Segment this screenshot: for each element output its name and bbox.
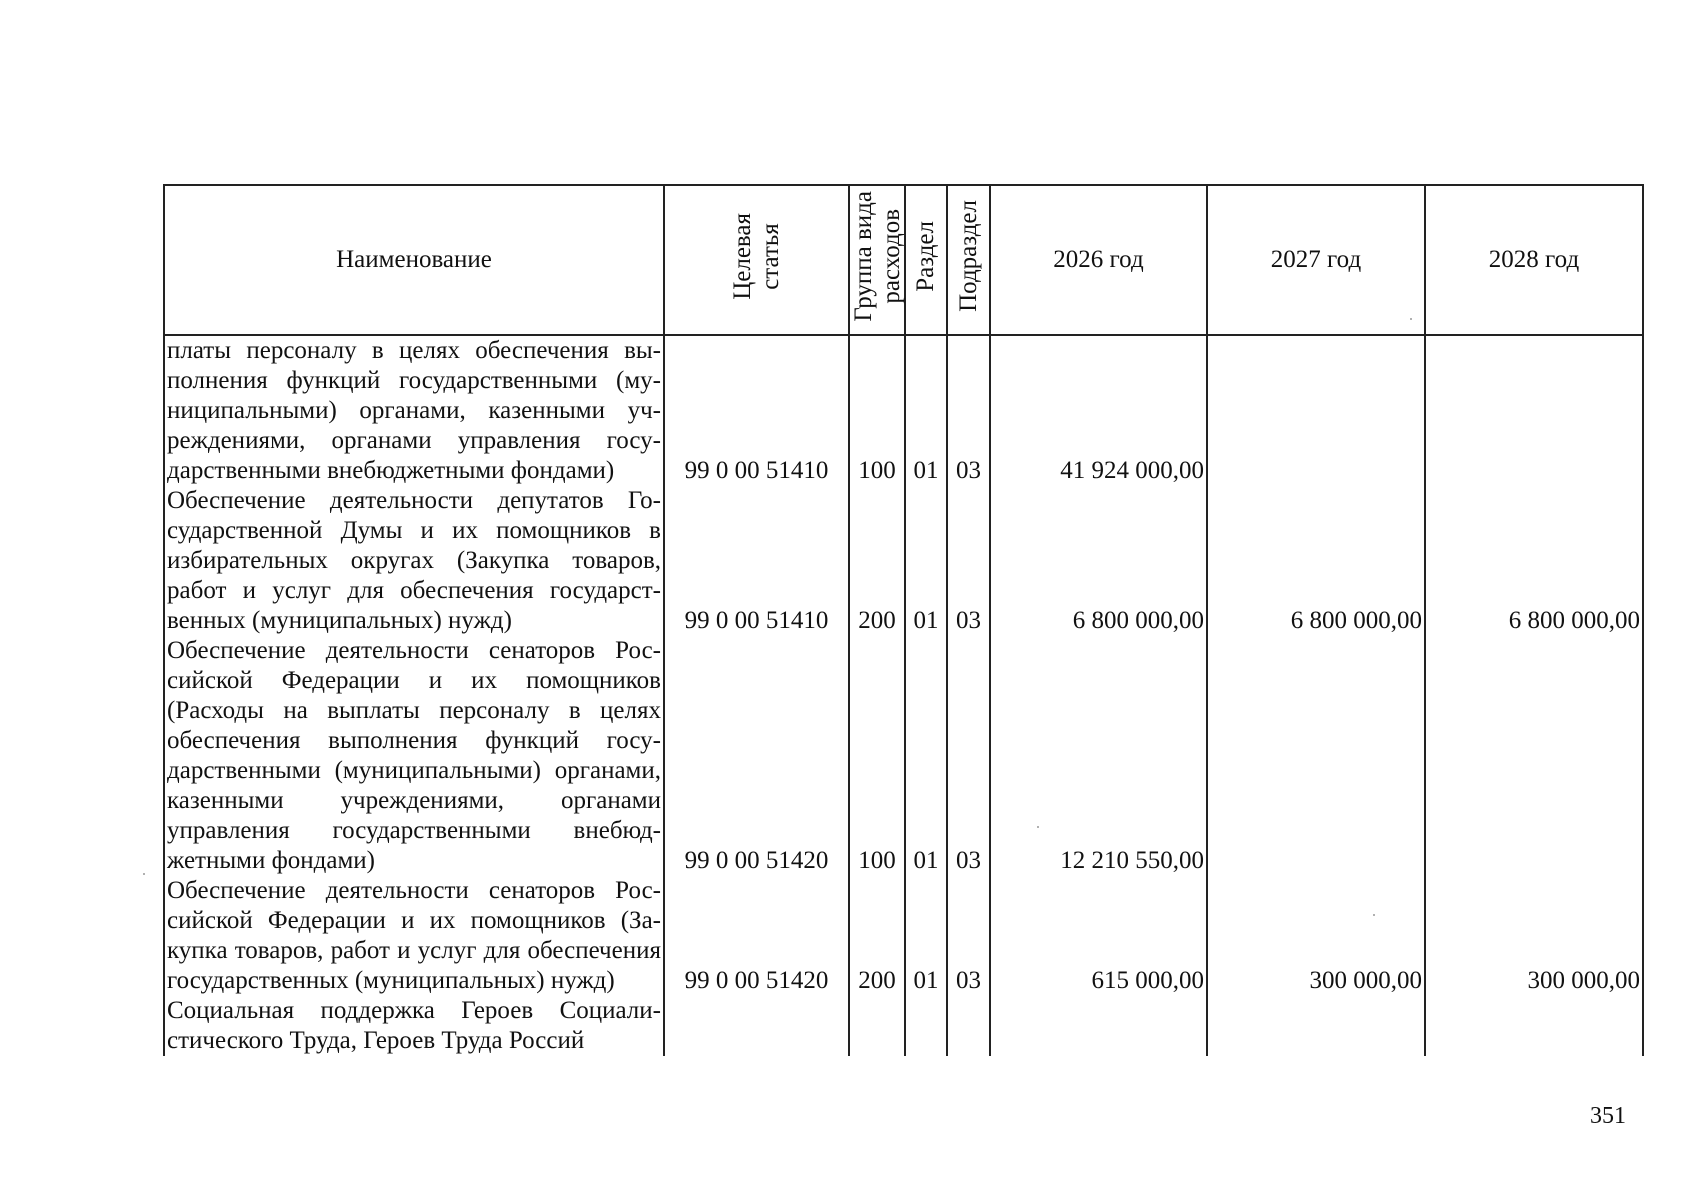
header-year-2026 bbox=[990, 185, 1207, 335]
row-name: Обеспечение деятельности сенаторов Российской Федерации и их помощников (Расходы на выплаты персоналу в целях обеспечения выполнения функций государственными (муниципальными) органами, казенными учреждениями, органами управления государственными внебюджетными фондами) bbox=[164, 636, 664, 876]
row-amount-2027 bbox=[1207, 335, 1425, 486]
row-amount-2027: 300 000,00 bbox=[1207, 876, 1425, 996]
row-amount-2026: 615 000,00 bbox=[990, 876, 1207, 996]
header-expense-group bbox=[849, 185, 905, 335]
row-amount-2026 bbox=[990, 996, 1207, 1056]
row-expense-group: 100 bbox=[849, 335, 905, 486]
row-subsection bbox=[947, 996, 990, 1056]
row-target-article: 99 0 00 51410 bbox=[664, 335, 849, 486]
scan-speck bbox=[1037, 826, 1039, 828]
row-amount-2028: 300 000,00 bbox=[1425, 876, 1643, 996]
row-name: платы персоналу в целях обеспечения выполнения функций государственными (муниципальными) органами, казенными учреждениями, органами управления государственными внебюджетными фондами) bbox=[164, 335, 664, 486]
row-section: 01 bbox=[905, 335, 947, 486]
header-year-2028 bbox=[1425, 185, 1643, 335]
row-amount-2028: 6 800 000,00 bbox=[1425, 486, 1643, 636]
header-target-line2: статья bbox=[756, 222, 784, 290]
row-subsection: 03 bbox=[947, 335, 990, 486]
header-expense-group-label bbox=[850, 191, 906, 322]
header-year-2027-label: 2027 год bbox=[1270, 246, 1362, 273]
table-row bbox=[164, 486, 1643, 636]
row-name: Обеспечение деятельности депутатов Государственной Думы и их помощников в избирательных округах (Закупка товаров, работ и услуг для обеспечения государственных (муниципальных) нужд) bbox=[164, 486, 664, 636]
row-amount-2027: 6 800 000,00 bbox=[1207, 486, 1425, 636]
table-row bbox=[164, 996, 1643, 1056]
budget-table-wrapper bbox=[163, 184, 1642, 1056]
header-name bbox=[164, 185, 664, 335]
row-subsection: 03 bbox=[947, 876, 990, 996]
row-subsection: 03 bbox=[947, 636, 990, 876]
row-expense-group: 200 bbox=[849, 486, 905, 636]
table-row bbox=[164, 636, 1643, 876]
header-subsection bbox=[947, 185, 990, 335]
row-name: Социальная поддержка Героев Социалистического Труда, Героев Труда Россий bbox=[164, 996, 664, 1056]
row-amount-2026: 6 800 000,00 bbox=[990, 486, 1207, 636]
row-amount-2026: 41 924 000,00 bbox=[990, 335, 1207, 486]
row-target-article: 99 0 00 51420 bbox=[664, 876, 849, 996]
header-year-2028-label: 2028 год bbox=[1488, 246, 1580, 273]
header-subsection-label: Подраздел bbox=[954, 200, 982, 312]
scan-speck bbox=[1373, 914, 1375, 916]
scan-speck bbox=[1410, 318, 1412, 320]
row-amount-2026: 12 210 550,00 bbox=[990, 636, 1207, 876]
header-group-line2: расходов bbox=[878, 208, 905, 304]
row-expense-group: 100 bbox=[849, 636, 905, 876]
row-section: 01 bbox=[905, 636, 947, 876]
header-name-label: Наименование bbox=[336, 246, 492, 273]
header-target-article-label bbox=[729, 213, 785, 300]
row-amount-2027 bbox=[1207, 996, 1425, 1056]
row-expense-group bbox=[849, 996, 905, 1056]
table-header-row bbox=[164, 185, 1643, 335]
table-row bbox=[164, 876, 1643, 996]
row-target-article: 99 0 00 51410 bbox=[664, 486, 849, 636]
row-section bbox=[905, 996, 947, 1056]
header-section bbox=[905, 185, 947, 335]
table-row bbox=[164, 335, 1643, 486]
row-target-article: 99 0 00 51420 bbox=[664, 636, 849, 876]
row-section: 01 bbox=[905, 486, 947, 636]
row-subsection: 03 bbox=[947, 486, 990, 636]
header-year-2026-label: 2026 год bbox=[1053, 246, 1144, 273]
row-expense-group: 200 bbox=[849, 876, 905, 996]
header-target-line1: Целевая bbox=[728, 212, 756, 300]
header-group-line1: Группа вида bbox=[850, 190, 877, 322]
row-section: 01 bbox=[905, 876, 947, 996]
row-name: Обеспечение деятельности сенаторов Российской Федерации и их помощников (Закупка товаров, работ и услуг для обеспечения государственных (муниципальных) нужд) bbox=[164, 876, 664, 996]
page-number: 351 bbox=[1590, 1103, 1626, 1129]
row-amount-2028 bbox=[1425, 996, 1643, 1056]
header-target-article bbox=[664, 185, 849, 335]
header-year-2027 bbox=[1207, 185, 1425, 335]
row-amount-2028 bbox=[1425, 335, 1643, 486]
budget-table bbox=[163, 184, 1644, 1056]
scan-speck bbox=[143, 873, 145, 875]
row-amount-2028 bbox=[1425, 636, 1643, 876]
header-section-label: Раздел bbox=[912, 220, 939, 292]
row-target-article bbox=[664, 996, 849, 1056]
row-amount-2027 bbox=[1207, 636, 1425, 876]
